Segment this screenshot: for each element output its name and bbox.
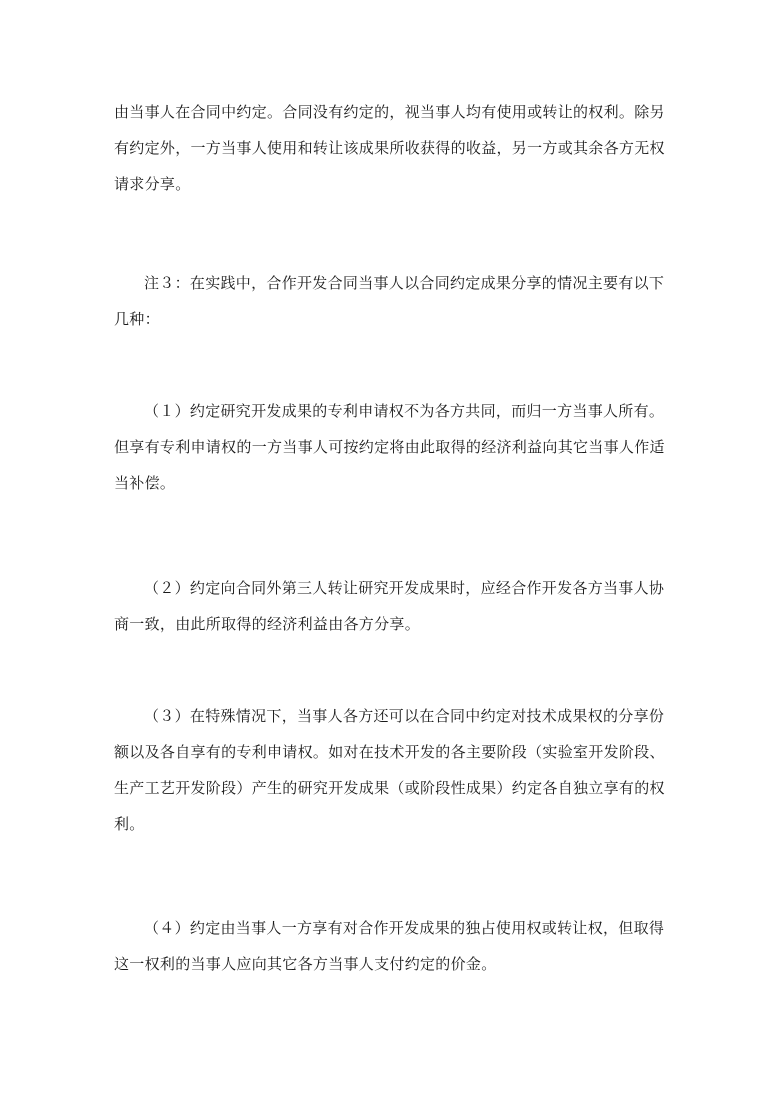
text-line: （２）约定向合同外第三人转让研究开发成果时，应经合作开发各方当事人协 <box>144 579 665 597</box>
paragraph-3 <box>114 393 665 501</box>
text-line: 利。 <box>114 815 145 833</box>
text-line: 当补偿。 <box>114 474 176 492</box>
text-line: 几种： <box>114 310 160 328</box>
text-line: 有约定外，一方当事人使用和转让该成果所收获得的收益，另一方或其余各方无权 <box>114 139 665 157</box>
paragraph-6 <box>114 910 665 982</box>
text-line: 但享有专利申请权的一方当事人可按约定将由此取得的经济利益向其它当事人作适 <box>114 438 665 456</box>
paragraph-4 <box>114 570 665 642</box>
text-line: 这一权利的当事人应向其它各方当事人支付约定的价金。 <box>114 955 497 973</box>
text-line: （４）约定由当事人一方享有对合作开发成果的独占使用权或转让权，但取得 <box>144 919 665 937</box>
text-line: 生产工艺开发阶段）产生的研究开发成果（或阶段性成果）约定各自独立享有的权 <box>114 779 665 797</box>
text-line: 注３：在实践中，合作开发合同当事人以合同约定成果分享的情况主要有以下 <box>144 274 665 292</box>
paragraph-2 <box>114 265 665 337</box>
paragraph-5 <box>114 698 665 842</box>
text-line: （１）约定研究开发成果的专利申请权不为各方共同，而归一方当事人所有。 <box>144 402 665 420</box>
paragraph-1 <box>114 94 665 202</box>
text-line: 额以及各自享有的专利申请权。如对在技术开发的各主要阶段（实验室开发阶段、 <box>114 743 665 761</box>
text-line: 请求分享。 <box>114 175 191 193</box>
text-line: 由当事人在合同中约定。合同没有约定的，视当事人均有使用或转让的权利。除另 <box>114 103 665 121</box>
text-line: 商一致，由此所取得的经济利益由各方分享。 <box>114 615 421 633</box>
text-line: （３）在特殊情况下，当事人各方还可以在合同中约定对技术成果权的分享份 <box>144 707 665 725</box>
